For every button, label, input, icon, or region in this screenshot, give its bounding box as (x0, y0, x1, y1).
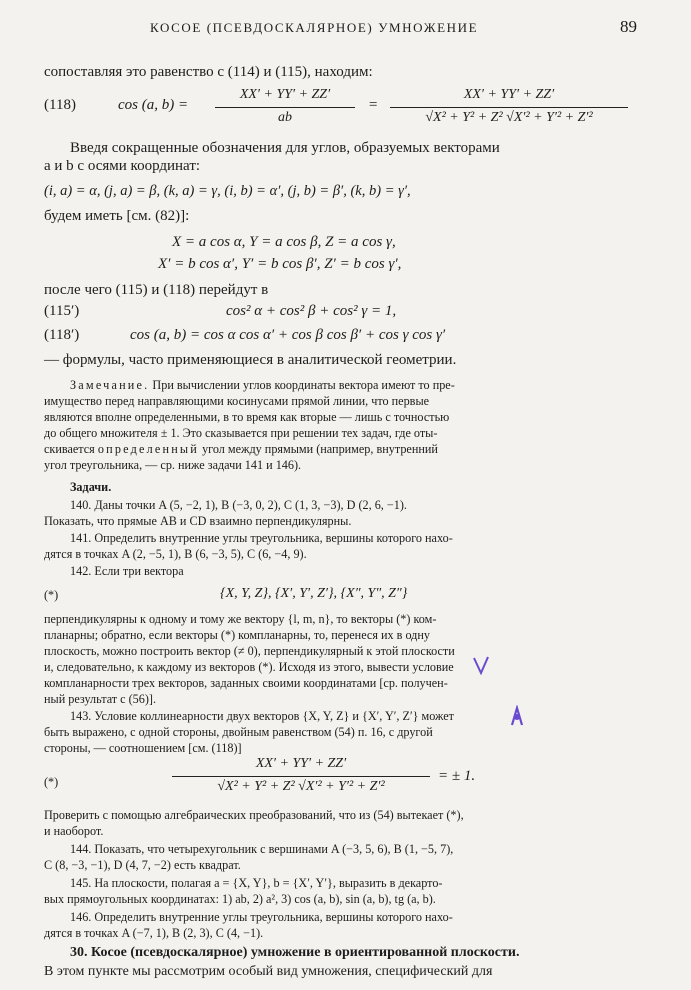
formula-lhs: cos (a, b) = (118, 97, 189, 113)
problem-line: быть выражено, с одной стороны, двойным равенством (54) п. 16, с другой (44, 725, 433, 739)
equation-number: (*) (44, 588, 59, 602)
fraction-bar (172, 776, 430, 777)
problem-line: 142. Если три вектора (70, 564, 184, 578)
problem-line: стороны, — соотношением [см. (118)] (44, 741, 242, 755)
problem-line: дятся в точках A (−7, 1), B (2, 3), C (4, −1). (44, 926, 264, 940)
text-line: Введя сокращенные обозначения для углов, образуемых векторами (70, 140, 500, 156)
problem-line: дятся в точках A (2, −5, 1), B (6, −3, 5), C (6, −4, 9). (44, 547, 307, 561)
pen-mark (470, 655, 492, 677)
remark-line: имущество перед направляющими косинусами прямой линии, что первые (44, 394, 430, 408)
fraction-numerator: XX′ + YY′ + ZZ′ (255, 756, 347, 771)
problem-line: 146. Определить внутренние углы треугольника, вершины которого нахо- (70, 910, 453, 924)
problem-line: 141. Определить внутренние углы треугольника, вершины которого нахо- (70, 531, 453, 545)
equation-number: (*) (44, 775, 59, 789)
problem-line: ный результат с (56)]. (44, 692, 157, 706)
formula-line: X = a cos α, Y = a cos β, Z = a cos γ, (172, 234, 396, 250)
fraction-denominator: ab (278, 110, 292, 125)
problem-line: перпендикулярны к одному и тому же вектору {l, m, n}, то векторы (*) ком- (44, 612, 437, 626)
problem-line: 145. На плоскости, полагая a = {X, Y}, b = {X′, Y′}, выразить в декарто- (70, 876, 443, 890)
emphasis: определенный (97, 442, 200, 456)
problems-heading: Задачи. (70, 480, 112, 494)
pen-mark (508, 705, 526, 727)
remark-label: Замечание. (70, 378, 150, 392)
text-line: — формулы, часто применяющиеся в аналитической геометрии. (44, 352, 457, 368)
text-line: будем иметь [см. (82)]: (44, 208, 190, 224)
fraction-bar (215, 107, 355, 108)
fraction-numerator: XX′ + YY′ + ZZ′ (463, 87, 555, 102)
equation-number: (115′) (44, 303, 80, 319)
text-line: сопоставляя это равенство с (114) и (115), находим: (44, 64, 373, 80)
formula-line: {X, Y, Z}, {X′, Y′, Z′}, {X″, Y″, Z″} (220, 586, 408, 601)
angle-notation: (i, a) = α, (j, a) = β, (k, a) = γ, (i, b) = α′, (j, b) = β′, (k, b) = γ′, (44, 183, 411, 199)
problem-line: 143. Условие коллинеарности двух векторов {X, Y, Z} и {X′, Y′, Z′} может (70, 709, 455, 723)
text-line: a и b с осями координат: (44, 158, 201, 174)
fraction-bar (390, 107, 628, 108)
remark-line: являются вполне определенными, в то время как вторые — лишь с точностью (44, 410, 450, 424)
equals-sign: = (368, 97, 379, 113)
formula-line: X′ = b cos α′, Y′ = b cos β′, Z′ = b cos γ′, (158, 256, 402, 272)
fraction-denominator: √X² + Y² + Z² √X′² + Y′² + Z′² (425, 110, 593, 125)
formula-line: cos² α + cos² β + cos² γ = 1, (226, 303, 397, 319)
running-header: КОСОЕ (ПСЕВДОСКАЛЯРНОЕ) УМНОЖЕНИЕ (150, 20, 479, 35)
remark-line: скивается определенный угол между прямыми (например, внутренний (44, 442, 438, 456)
fraction-denominator: √X² + Y² + Z² √X′² + Y′² + Z′² (217, 779, 385, 794)
problem-line: 140. Даны точки A (5, −2, 1), B (−3, 0, 2), C (1, 3, −3), D (2, 6, −1). (70, 498, 407, 512)
problem-line: Показать, что прямые AB и CD взаимно перпендикулярны. (44, 514, 352, 528)
problem-line: Проверить с помощью алгебраических преобразований, что из (54) вытекает (*), (44, 808, 464, 822)
equation-number: (118′) (44, 327, 80, 343)
remark-line: Замечание. При вычислении углов координаты вектора имеют то пре- (70, 378, 455, 392)
page-number: 89 (620, 17, 637, 36)
problem-line: и наоборот. (44, 824, 104, 838)
formula-rhs: = ± 1. (438, 768, 476, 784)
problem-line: 144. Показать, что четырехугольник с вершинами A (−3, 5, 6), B (1, −5, 7), (70, 842, 454, 856)
problem-line: и, следовательно, к каждому из векторов (*). Исходя из этого, вывести условие (44, 660, 454, 674)
problem-line: компланарности трех векторов, заданных своими координатами [ср. получен- (44, 676, 448, 690)
formula-line: cos (a, b) = cos α cos α′ + cos β cos β′ + cos γ cos γ′ (130, 327, 446, 343)
problem-line: планарны; обратно, если векторы (*) компланарны, то, перенеся их в одну (44, 628, 430, 642)
problem-line: плоскость, можно построить вектор (≠ 0), перпендикулярный к этой плоскости (44, 644, 455, 658)
equation-number: (118) (44, 97, 76, 113)
problem-line: C (8, −3, −1), D (4, 7, −2) есть квадрат. (44, 858, 241, 872)
remark-line: до общего множителя ± 1. Это сказывается при решении тех задач, где оты- (44, 426, 438, 440)
section-heading: 30. Косое (псевдоскалярное) умножение в ориентированной плоскости. (70, 945, 520, 960)
fraction-numerator: XX′ + YY′ + ZZ′ (239, 87, 331, 102)
remark-line: угол треугольника, — ср. ниже задачи 141 и 146). (44, 458, 302, 472)
text-line: после чего (115) и (118) перейдут в (44, 282, 269, 298)
text-line: В этом пункте мы рассмотрим особый вид умножения, специфический для (44, 964, 493, 979)
problem-line: вых прямоугольных координатах: 1) ab, 2) a², 3) cos (a, b), sin (a, b), tg (a, b). (44, 892, 436, 906)
